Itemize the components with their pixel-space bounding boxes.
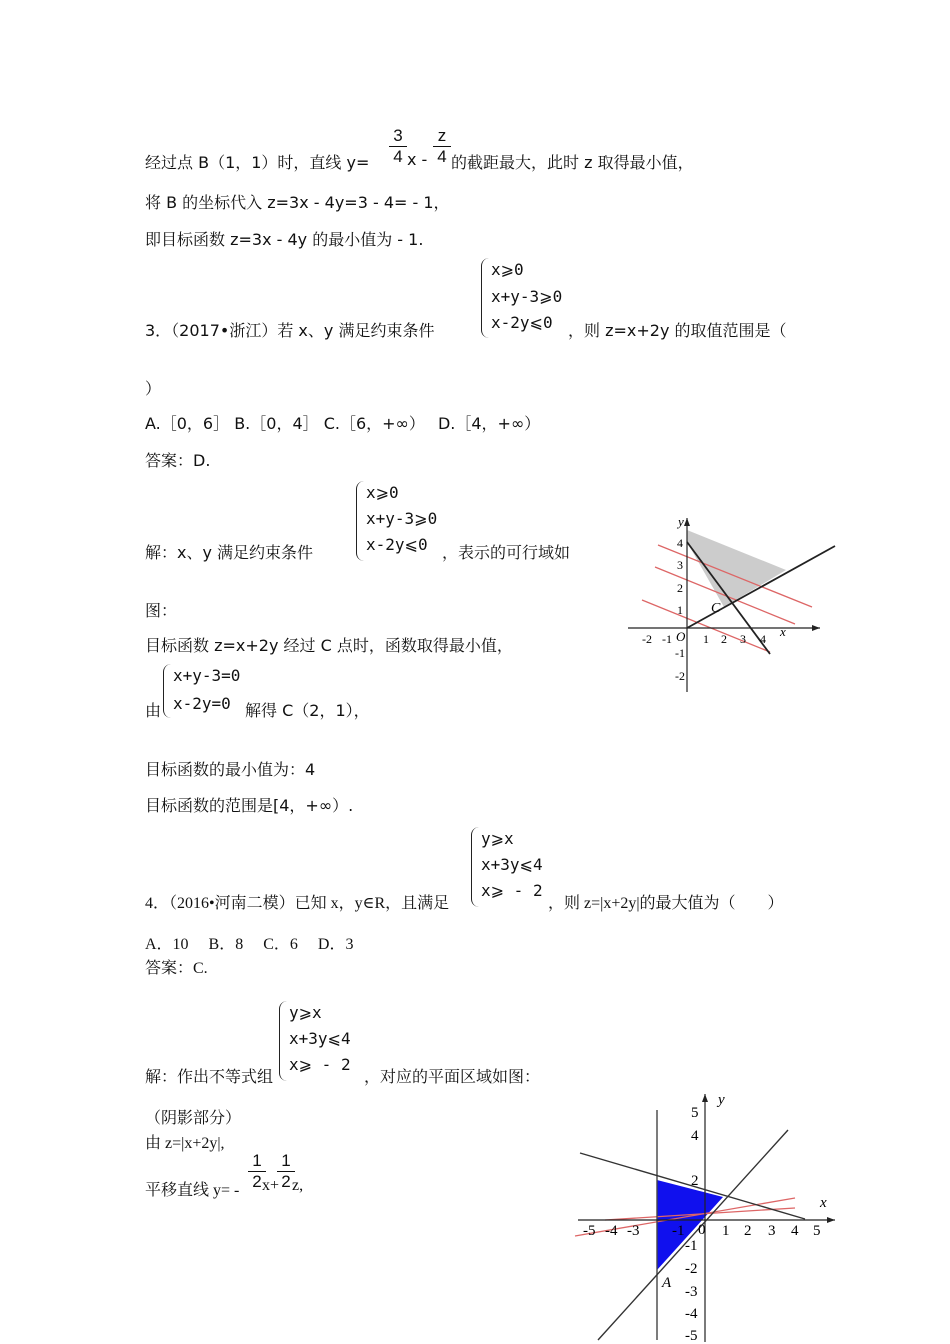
fraction-3-4: 3 4 [389, 127, 407, 166]
q3-equation-system: x+y-3=0 x-2y=0 [163, 664, 248, 718]
q3-solution-system: x⩾0 x+y-3⩾0 x-2y⩽0 [356, 481, 451, 561]
y-tick: 4 [677, 536, 683, 550]
q4-constraint-system: y⩾x x+3y⩽4 x⩾ - 2 [471, 827, 556, 907]
x-axis-arrow [827, 1217, 835, 1223]
q3-objective-line: 目标函数 z=x+2y 经过 C 点时，函数取得最小值， [145, 636, 513, 655]
x-tick: -5 [583, 1223, 596, 1239]
q4-stem-post: ，则 z=|x+2y|的最大值为（ ） [548, 895, 784, 912]
sec2-line1-a: 经过点 B（1，1）时，直线 y= [145, 153, 370, 172]
y-tick: 4 [691, 1128, 699, 1144]
q3-solution-post: ，表示的可行域如 [442, 543, 571, 562]
origin-label: 0 [698, 1222, 706, 1238]
y-tick: -1 [685, 1238, 698, 1254]
x-tick: 5 [813, 1223, 821, 1239]
q4-shift-post: z, [292, 1177, 304, 1194]
x-tick: 4 [791, 1223, 799, 1239]
y-axis-label: y [718, 1092, 725, 1108]
q4-answer: 答案：C. [145, 960, 208, 977]
x-axis-arrow [812, 625, 820, 631]
fraction-z-4: z 4 [433, 127, 451, 166]
q4-options: A．10 B．8 C．6 D．3 [145, 936, 354, 953]
y-axis-arrow [684, 518, 690, 526]
y-tick: 3 [677, 558, 683, 572]
q3-range: 目标函数的范围是[4，+∞）. [145, 796, 354, 815]
q4-shaded-note: （阴影部分） [145, 1110, 242, 1127]
q4-solution-system: y⩾x x+3y⩽4 x⩾ - 2 [279, 1001, 364, 1081]
q3-solve-result: 解得 C（2，1）， [245, 701, 370, 720]
q4-shift-pre: 平移直线 y= - [145, 1182, 240, 1199]
x-tick: 3 [768, 1223, 776, 1239]
x-tick: 2 [721, 632, 727, 646]
point-c-label: C [711, 601, 721, 616]
q3-stem-post: ，则 z=x+2y 的取值范围是（ [568, 321, 787, 340]
y-tick: -3 [685, 1284, 698, 1300]
fraction-1-2: 1 2 [248, 1152, 266, 1191]
x-tick: 4 [760, 632, 766, 646]
y-tick: -2 [675, 669, 685, 683]
x-tick: -1 [662, 632, 672, 646]
y-axis-label: y [678, 514, 684, 529]
fraction-1-2: 1 2 [277, 1152, 295, 1191]
q3-stem-pre: 3．（2017•浙江）若 x、y 满足约束条件 [145, 321, 435, 340]
x-tick: 1 [703, 632, 709, 646]
q4-solution-post: ，对应的平面区域如图： [364, 1069, 541, 1086]
q3-by: 由 [145, 701, 162, 720]
sec2-line1-c: 的截距最大，此时 z 取得最小值， [451, 153, 694, 172]
q3-shaded-region [687, 530, 786, 607]
q3-solution-tail: 图： [145, 601, 178, 620]
q3-min-value: 目标函数的最小值为：4 [145, 760, 316, 779]
q3-stem-close: ） [145, 379, 162, 398]
sec2-line2: 将 B 的坐标代入 z=3x - 4y=3 - 4= - 1， [145, 193, 450, 212]
q3-solution-pre: 解：x、y 满足约束条件 [145, 543, 314, 562]
x-tick: -3 [627, 1223, 640, 1239]
y-tick: -1 [675, 646, 685, 660]
q3-options: A.［0，6］ B.［0，4］ C.［6，+∞） D.［4，+∞） [145, 414, 541, 433]
q4-feasible-region-graph [570, 1090, 840, 1344]
y-tick: -4 [685, 1306, 698, 1322]
q4-stem-pre: 4．（2016•河南二模）已知 x，y∈R，且满足 [145, 895, 450, 912]
x-axis-label: x [780, 624, 786, 639]
q3-answer: 答案：D. [145, 451, 211, 470]
q3-constraint-system: x⩾0 x+y-3⩾0 x-2y⩽0 [481, 258, 576, 338]
q4-shift-mid: x+ [262, 1177, 280, 1194]
y-tick: 1 [677, 603, 683, 617]
y-tick: 2 [677, 581, 683, 595]
q4-solution-pre: 解：作出不等式组 [145, 1069, 274, 1086]
y-tick: -5 [685, 1328, 698, 1344]
x-tick: 1 [722, 1223, 730, 1239]
sec2-line3: 即目标函数 z=3x - 4y 的最小值为 - 1. [145, 230, 424, 249]
y-tick: 5 [691, 1105, 699, 1121]
y-tick: -2 [685, 1261, 698, 1277]
x-tick: -2 [642, 632, 652, 646]
q4-shaded-region [657, 1180, 723, 1270]
x-tick: 2 [744, 1223, 752, 1239]
origin-label: O [676, 629, 686, 644]
sec2-line1-b: x - [407, 150, 428, 169]
x-tick: -4 [605, 1223, 618, 1239]
x-tick: -1 [672, 1223, 685, 1239]
y-axis-arrow [702, 1094, 708, 1102]
x-axis-label: x [820, 1195, 827, 1211]
q4-from-z: 由 z=|x+2y|, [145, 1135, 225, 1152]
point-a-label: A [662, 1275, 672, 1291]
y-tick: 2 [691, 1173, 699, 1189]
q3-feasible-region-graph [620, 512, 840, 697]
x-tick: 3 [740, 632, 746, 646]
